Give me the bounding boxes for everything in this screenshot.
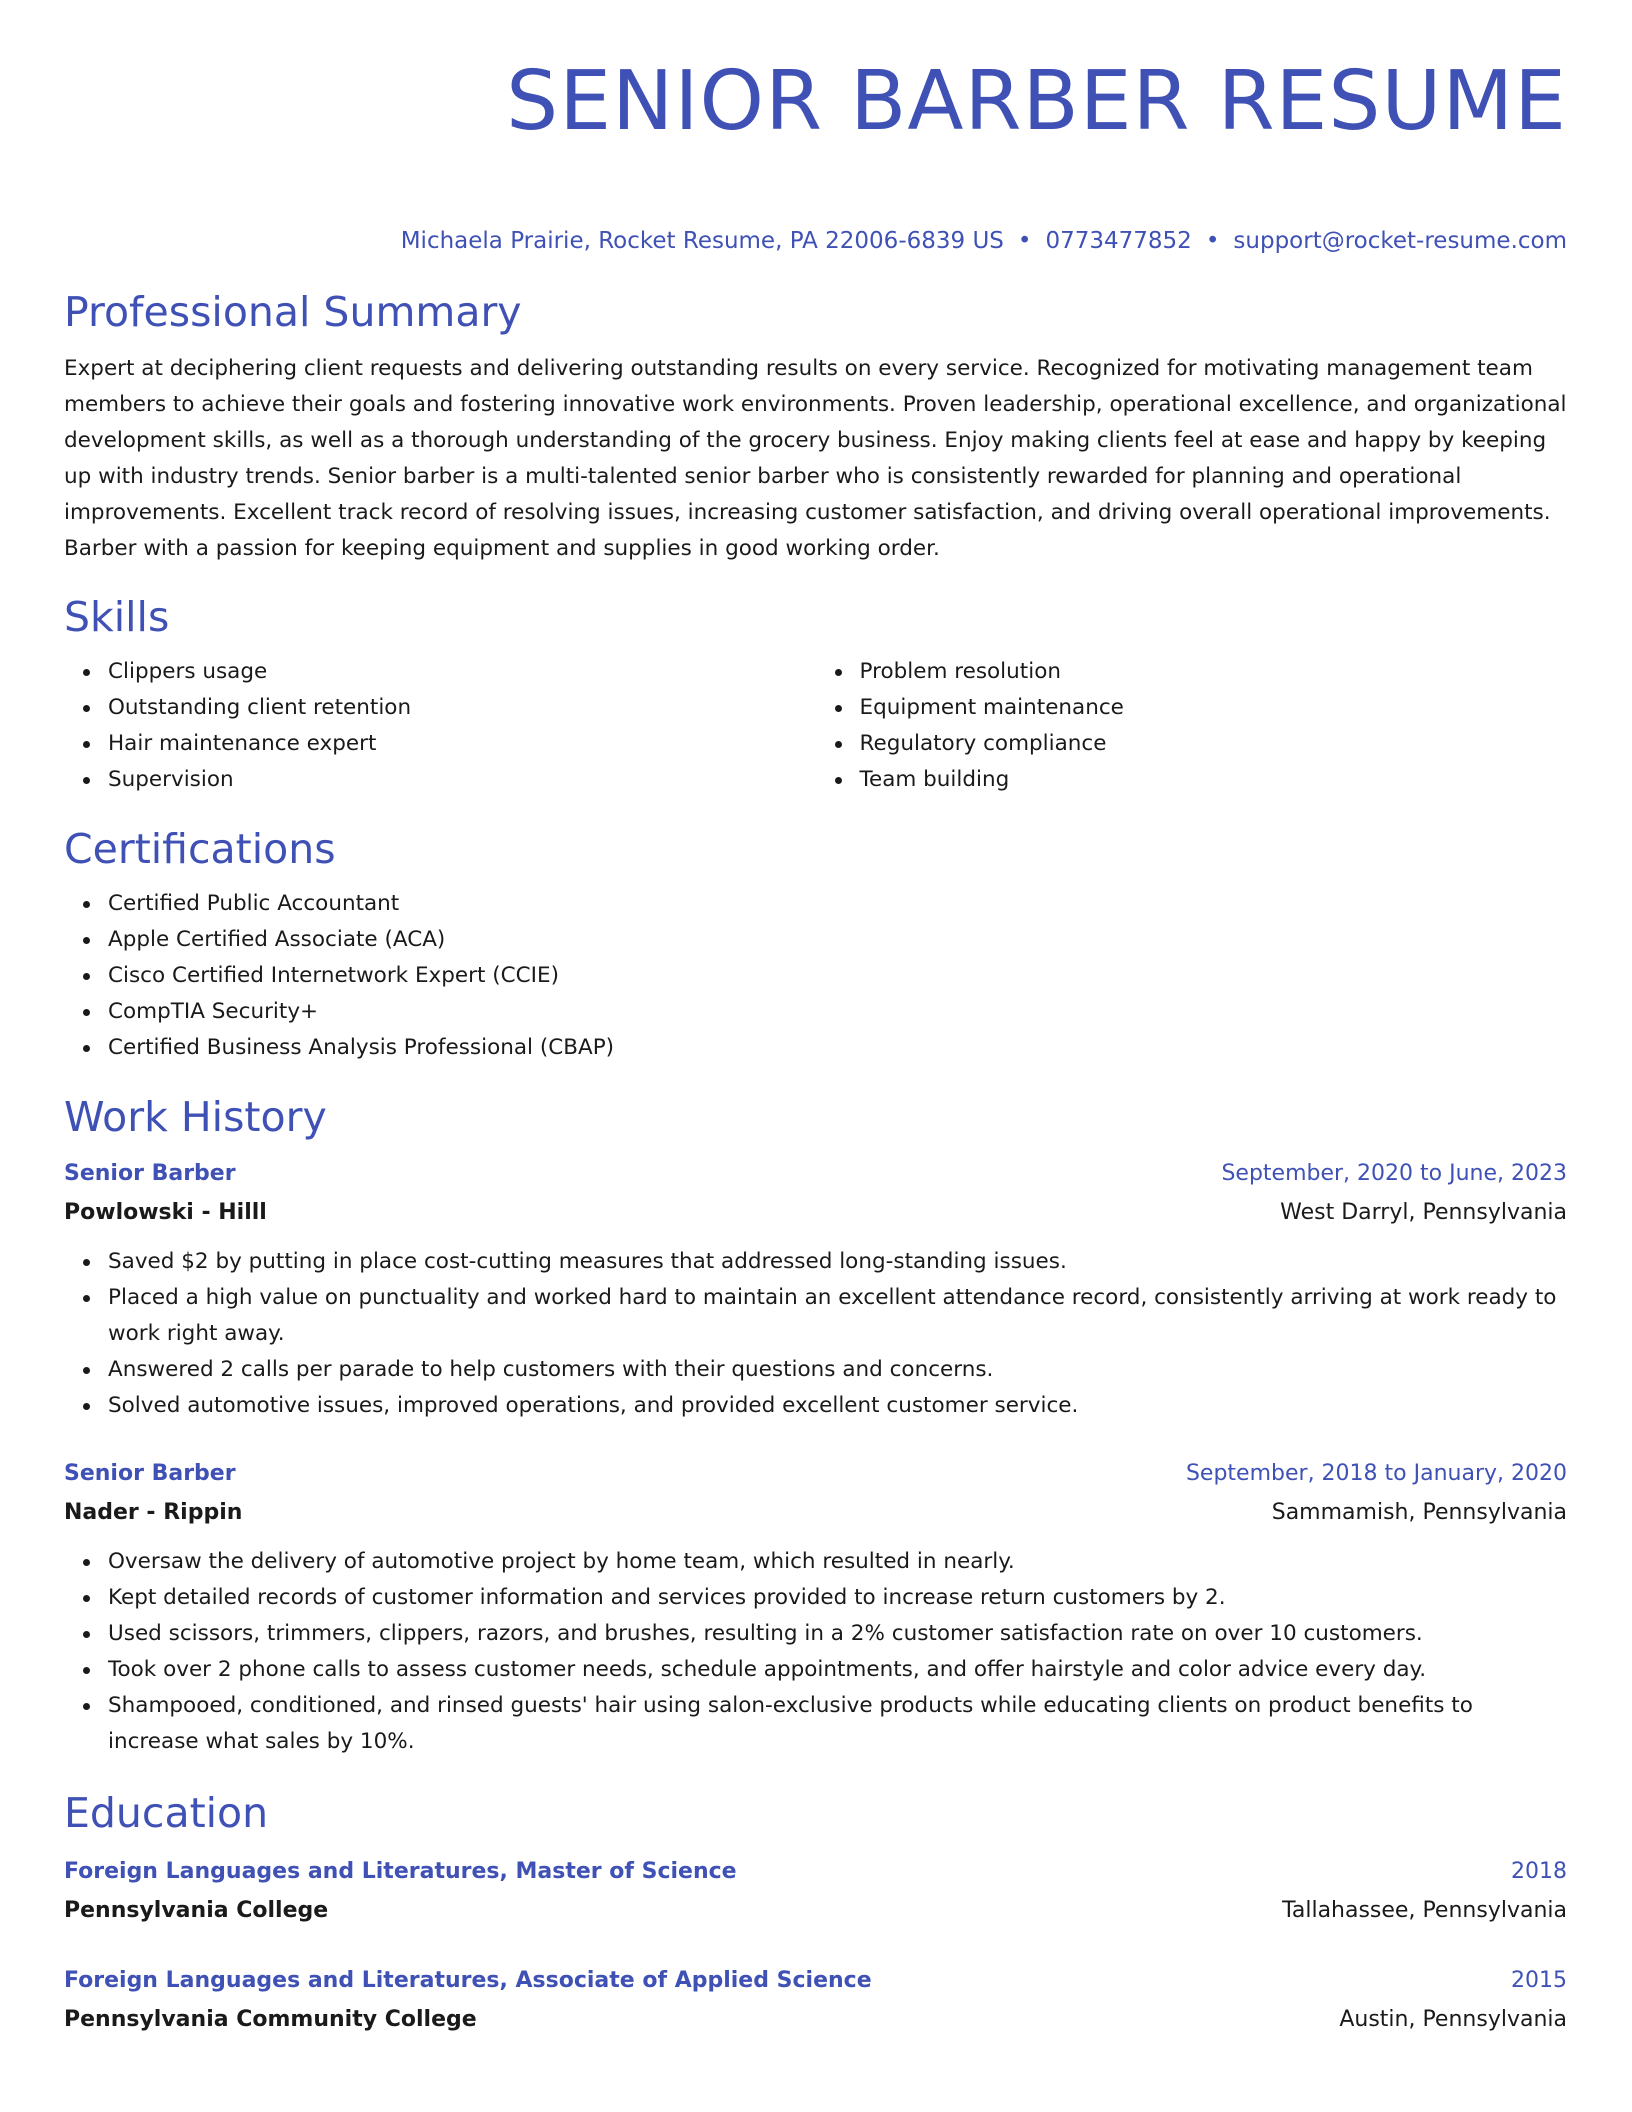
job-bullet: Took over 2 phone calls to assess customer needs, schedule appointments, and offer hairstyle and color advice every day. — [108, 1652, 1567, 1688]
education-location: Austin, Pennsylvania — [1339, 2007, 1567, 2032]
job-bullets — [64, 1244, 1567, 1424]
job-subheader — [64, 1493, 1567, 1532]
education-subheader — [64, 2000, 1567, 2039]
job-location: West Darryl, Pennsylvania — [1280, 1200, 1567, 1225]
job-title: Senior Barber — [64, 1161, 236, 1186]
job-bullet: Kept detailed records of customer information and services provided to increase return customers by 2. — [108, 1580, 1567, 1616]
skill-item: Equipment maintenance — [860, 690, 1568, 726]
skills-column-right — [816, 654, 1568, 798]
summary-heading: Professional Summary — [64, 288, 522, 336]
contact-separator: • — [1017, 228, 1032, 254]
skill-item: Hair maintenance expert — [108, 726, 816, 762]
contact-line — [64, 226, 1567, 256]
contact-separator: • — [1205, 228, 1220, 254]
job-bullet: Answered 2 calls per parade to help customers with their questions and concerns. — [108, 1352, 1567, 1388]
job-entry — [64, 1154, 1567, 1424]
skill-item: Supervision — [108, 762, 816, 798]
job-location: Sammamish, Pennsylvania — [1271, 1500, 1567, 1525]
education-heading: Education — [64, 1789, 269, 1837]
education-year: 2018 — [1511, 1859, 1567, 1884]
job-bullet: Shampooed, conditioned, and rinsed guests' hair using salon-exclusive products while educating clients on product benefits to increase what sales by 10%. — [108, 1688, 1567, 1760]
job-header — [64, 1454, 1567, 1493]
certification-item: Apple Certified Associate (ACA) — [108, 922, 1567, 958]
skill-item: Team building — [860, 762, 1568, 798]
education-school: Pennsylvania Community College — [64, 2007, 477, 2032]
job-employer: Powlowski - Hilll — [64, 1200, 267, 1225]
education-header — [64, 1852, 1567, 1891]
education-entry — [64, 1852, 1567, 1930]
summary-text: Expert at deciphering client requests and delivering outstanding results on every service. Recognized for motivating management team members to achieve their goals and fostering innovative work environments. Proven leadership, operational excellence, and organizational development skills, as well as a thorough understanding of the grocery business. Enjoy making clients feel at ease and happy by keeping up with industry trends. Senior barber is a multi-talented senior barber who is consistently rewarded for planning and operational improvements. Excellent track record of resolving issues, increasing customer satisfaction, and driving overall operational improvements. Barber with a passion for keeping equipment and supplies in good working order. — [64, 356, 1567, 561]
skill-item: Regulatory compliance — [860, 726, 1568, 762]
job-bullets — [64, 1544, 1567, 1760]
contact-email[interactable]: support@rocket-resume.com — [1233, 228, 1567, 254]
job-entry — [64, 1454, 1567, 1760]
education-year: 2015 — [1511, 1968, 1567, 1993]
education-degree: Foreign Languages and Literatures, Associate of Applied Science — [64, 1968, 872, 1993]
education-degree: Foreign Languages and Literatures, Master of Science — [64, 1859, 737, 1884]
contact-phone[interactable]: 0773477852 — [1045, 228, 1192, 254]
job-dates: September, 2018 to January, 2020 — [1185, 1461, 1567, 1486]
certifications-list — [64, 886, 1567, 1066]
education-location: Tallahassee, Pennsylvania — [1282, 1898, 1567, 1923]
skills-column-left — [64, 654, 816, 798]
work-heading: Work History — [64, 1093, 327, 1141]
job-dates: September, 2020 to June, 2023 — [1221, 1161, 1567, 1186]
job-bullet: Oversaw the delivery of automotive project by home team, which resulted in nearly. — [108, 1544, 1567, 1580]
job-title: Senior Barber — [64, 1461, 236, 1486]
certification-item: Cisco Certified Internetwork Expert (CCIE) — [108, 958, 1567, 994]
skills-heading: Skills — [64, 593, 170, 641]
resume-title: SENIOR BARBER RESUME — [506, 54, 1567, 149]
job-bullet: Solved automotive issues, improved operations, and provided excellent customer service. — [108, 1388, 1567, 1424]
skill-item: Clippers usage — [108, 654, 816, 690]
contact-address: Michaela Prairie, Rocket Resume, PA 22006-6839 US — [400, 228, 1004, 254]
skill-item: Outstanding client retention — [108, 690, 816, 726]
education-school: Pennsylvania College — [64, 1898, 329, 1923]
job-employer: Nader - Rippin — [64, 1500, 243, 1525]
job-subheader — [64, 1193, 1567, 1232]
certification-item: Certified Public Accountant — [108, 886, 1567, 922]
job-bullet: Placed a high value on punctuality and worked hard to maintain an excellent attendance record, consistently arriving at work ready to work right away. — [108, 1280, 1567, 1352]
skills-list — [64, 654, 1567, 798]
job-bullet: Used scissors, trimmers, clippers, razors, and brushes, resulting in a 2% customer satisfaction rate on over 10 customers. — [108, 1616, 1567, 1652]
education-entry — [64, 1961, 1567, 2039]
certification-item: CompTIA Security+ — [108, 994, 1567, 1030]
job-header — [64, 1154, 1567, 1193]
education-subheader — [64, 1891, 1567, 1930]
skill-item: Problem resolution — [860, 654, 1568, 690]
certification-item: Certified Business Analysis Professional (CBAP) — [108, 1030, 1567, 1066]
education-header — [64, 1961, 1567, 2000]
job-bullet: Saved $2 by putting in place cost-cutting measures that addressed long-standing issues. — [108, 1244, 1567, 1280]
certifications-heading: Certifications — [64, 825, 336, 873]
